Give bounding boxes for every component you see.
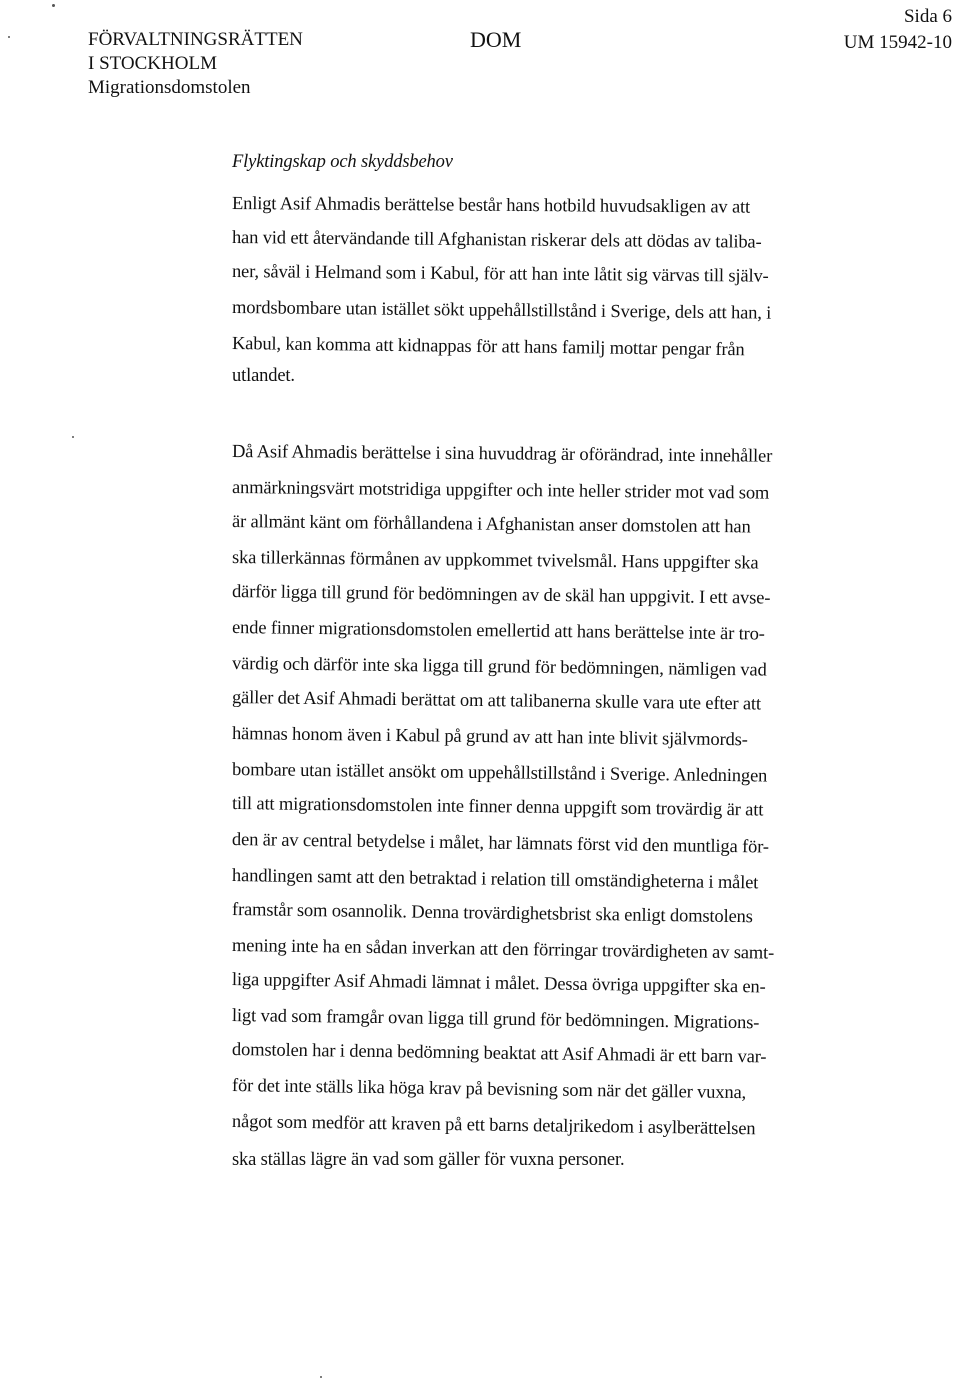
text-line: för det inte ställs lika höga krav på bevisning som när det gäller vuxna, [231, 1076, 747, 1104]
text-line: Då Asif Ahmadis berättelse i sina huvuddrag är oförändrad, inte innehåller [231, 442, 773, 467]
text-line: bombare utan istället ansökt om uppehållstillstånd i Sverige. Anledningen [231, 760, 768, 787]
text-line: gäller det Asif Ahmadi berättat om att talibanerna skulle vara ute efter att [231, 688, 762, 715]
text-line: utlandet. [232, 366, 295, 386]
scan-speck [320, 1376, 322, 1378]
text-line: ner, såväl i Helmand som i Kabul, för att han inte låtit sig värvas till själv- [231, 262, 769, 287]
text-line: hämnas honom även i Kabul på grund av att han inte blivit självmords- [231, 724, 748, 751]
text-line: anmärkningsvärt motstridiga uppgifter och inte heller strider mot vad som [231, 478, 770, 504]
text-line: mening inte ha en sådan inverkan att den förringar trovärdigheten av samt- [231, 936, 775, 964]
text-line: Enligt Asif Ahmadis berättelse består hans hotbild huvudsakligen av att [231, 194, 751, 218]
text-line: ska tillerkännas förmånen av uppkommet tvivelsmål. Hans uppgifter ska [231, 548, 759, 574]
text-line: ende finner migrationsdomstolen emellertid att hans berättelse inte är tro- [231, 618, 765, 645]
text-line: Kabul, kan komma att kidnappas för att hans familj mottar pengar från [231, 334, 745, 361]
text-line: till att migrationsdomstolen inte finner denna uppgift som trovärdig är att [231, 794, 764, 821]
section-heading: Flyktingskap och skyddsbehov [232, 152, 453, 172]
text-line: mordsbombare utan istället sökt uppehållstillstånd i Sverige, dels att han, i [231, 298, 772, 324]
text-line: framstår som osannolik. Denna trovärdighetsbrist ska enligt domstolens [231, 900, 753, 928]
court-name-line2: I STOCKHOLM [88, 53, 217, 74]
text-line: något som medför att kraven på ett barns detaljrikedom i asylberättelsen [231, 1112, 756, 1140]
case-info [844, 4, 952, 56]
text-line: är allmänt känt om förhållandena i Afghanistan anser domstolen att han [231, 512, 751, 538]
text-line: handlingen samt att den betraktad i relation till omständigheterna i målet [231, 866, 759, 894]
scan-speck [72, 436, 74, 438]
court-division: Migrationsdomstolen [88, 77, 251, 98]
scan-speck [8, 36, 10, 38]
text-line: liga uppgifter Asif Ahmadi lämnat i målet. Dessa övriga uppgifter ska en- [231, 970, 766, 998]
text-line: ska ställas lägre än vad som gäller för vuxna personer. [232, 1150, 625, 1170]
text-line: den är av central betydelse i målet, har lämnats först vid den muntliga för- [231, 830, 769, 858]
text-line: värdig och därför inte ska ligga till grund för bedömningen, nämligen vad [231, 654, 767, 681]
text-line: ligt vad som framgår ovan ligga till grund för bedömningen. Migrations- [231, 1006, 760, 1034]
court-name-line1: FÖRVALTNINGSRÄTTEN [88, 29, 303, 50]
text-line: därför ligga till grund för bedömningen av de skäl han uppgivit. I ett avse- [231, 582, 771, 609]
text-line: han vid ett återvändande till Afghanistan riskerar dels att dödas av taliba- [231, 228, 762, 253]
case-number: UM 15942-10 [843, 32, 952, 53]
scan-speck [52, 4, 55, 7]
text-line: domstolen har i denna bedömning beaktat att Asif Ahmadi är ett barn var- [231, 1040, 767, 1068]
document-type: DOM [470, 27, 522, 52]
page-number: Sida 6 [903, 6, 952, 27]
